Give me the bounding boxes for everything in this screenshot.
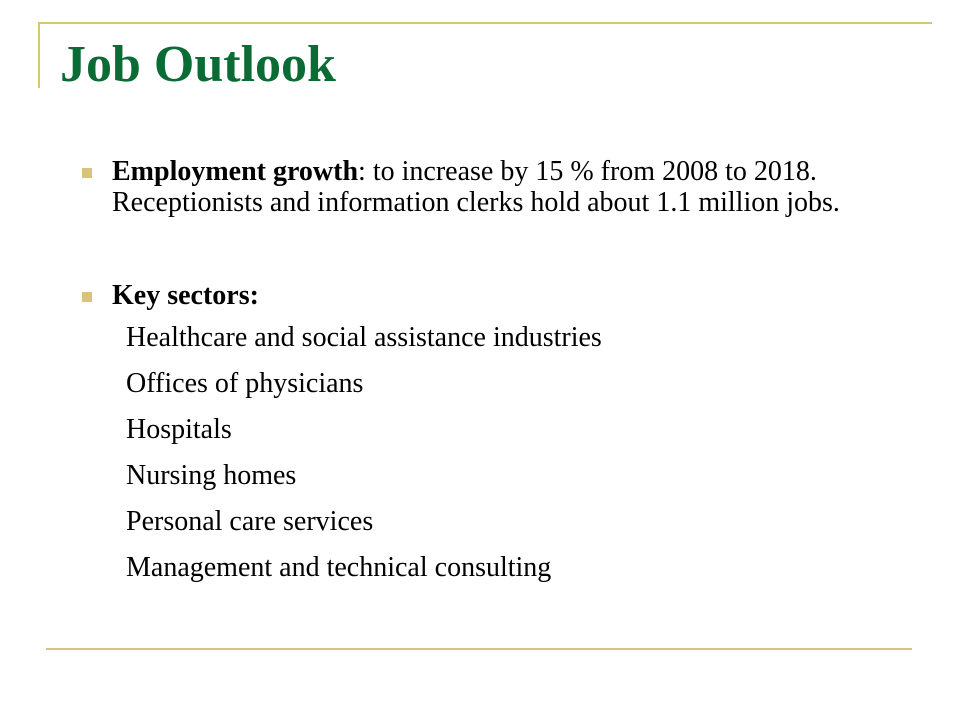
sector-item: Healthcare and social assistance industries bbox=[126, 322, 602, 353]
sector-item: Offices of physicians bbox=[126, 368, 364, 399]
bullet-employment-growth bbox=[112, 156, 872, 218]
sector-item: Hospitals bbox=[126, 414, 232, 445]
bottom-rule bbox=[46, 648, 912, 650]
left-rule bbox=[38, 22, 40, 88]
top-rule bbox=[38, 22, 932, 24]
sector-item: Management and technical consulting bbox=[126, 552, 552, 583]
bullet-text: : to increase by 15 % from 2008 to 2018. Receptionists and information clerks hold about 1.1 million jobs. bbox=[112, 156, 840, 218]
bullet-heading: Key sectors: bbox=[112, 280, 259, 311]
slide-title: Job Outlook bbox=[60, 36, 336, 93]
sector-item: Personal care services bbox=[126, 506, 374, 537]
bullet-heading: Employment growth bbox=[112, 156, 359, 187]
square-bullet-icon bbox=[82, 292, 92, 302]
square-bullet-icon bbox=[82, 168, 92, 178]
sector-item: Nursing homes bbox=[126, 460, 297, 491]
bullet-key-sectors bbox=[112, 280, 872, 311]
